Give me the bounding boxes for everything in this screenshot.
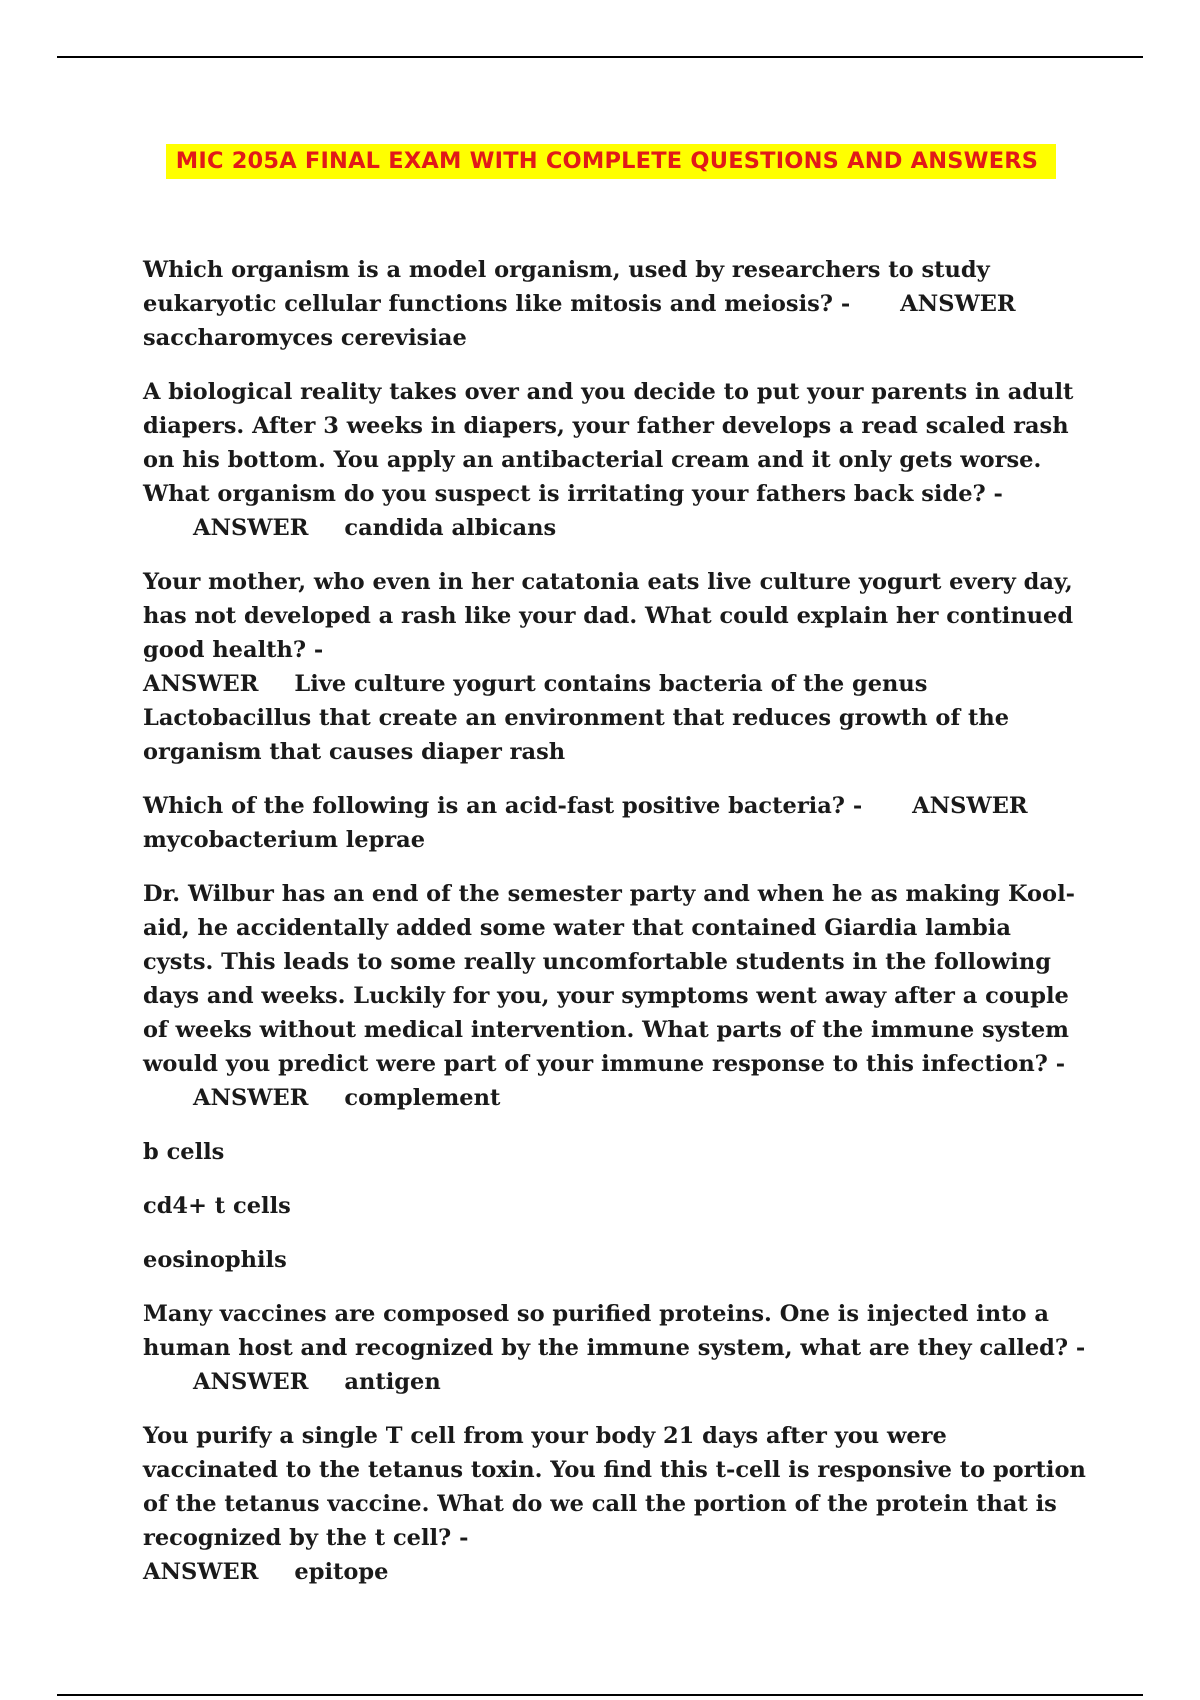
answer-list-line: cd4+ t cells [143, 1193, 291, 1219]
answer-text: antigen [344, 1369, 441, 1395]
qa-content [143, 253, 1088, 1609]
question-text: A biological reality takes over and you decide to put your parents in adult diapers. After 3 weeks in diapers, your father develops a read scaled rash on his bottom. You apply an antibacterial cream and it only gets worse. What organism do you suspect is irritating your fathers back side? - [143, 379, 1074, 507]
question-text: Which organism is a model organism, used by researchers to study eukaryotic cellular functions like mitosis and meiosis? - [143, 257, 990, 317]
answer-list-line: b cells [143, 1139, 225, 1165]
answer-list-line: eosinophils [143, 1247, 287, 1273]
title-container [0, 144, 1200, 179]
answer-label: ANSWER [193, 1369, 309, 1395]
answer-label: ANSWER [193, 515, 309, 541]
answer-label: ANSWER [912, 793, 1028, 819]
top-rule [57, 56, 1143, 58]
qa-item [143, 1297, 1088, 1399]
qa-item [143, 877, 1088, 1115]
answer-label: ANSWER [143, 1559, 259, 1585]
answer-text: epitope [294, 1559, 389, 1585]
answer-text: candida albicans [344, 515, 557, 541]
answer-text: saccharomyces cerevisiae [143, 325, 467, 351]
question-text: You purify a single T cell from your body 21 days after you were vaccinated to the tetanus toxin. You find this t-cell is responsive to portion of the tetanus vaccine. What do we call the portion of the protein that is recognized by the t cell? - [143, 1423, 1086, 1551]
answer-text: complement [344, 1085, 501, 1111]
answer-label: ANSWER [900, 291, 1016, 317]
question-text: Which of the following is an acid-fast positive bacteria? - [143, 793, 863, 819]
answer-text: mycobacterium leprae [143, 827, 426, 853]
answer-label: ANSWER [143, 671, 259, 697]
document-title: MIC 205A FINAL EXAM WITH COMPLETE QUESTIONS AND ANSWERS [166, 144, 1056, 179]
answer-text: Live culture yogurt contains bacteria of the genus Lactobacillus that create an environment that reduces growth of the organism that causes diaper rash [143, 671, 1010, 765]
answer-label: ANSWER [193, 1085, 309, 1111]
qa-item [143, 789, 1088, 857]
qa-item [143, 253, 1088, 355]
qa-item [143, 565, 1088, 769]
question-text: Many vaccines are composed so purified proteins. One is injected into a human host and recognized by the immune system, what are they called? - [143, 1301, 1086, 1361]
question-text: Dr. Wilbur has an end of the semester party and when he as making Kool-aid, he accidentally added some water that contained Giardia lambia cysts. This leads to some really uncomfortable students in the following days and weeks. Luckily for you, your symptoms went away after a couple of weeks without medical intervention. What parts of the immune system would you predict were part of your immune response to this infection? - [143, 881, 1075, 1077]
bottom-rule [57, 1694, 1143, 1696]
qa-item [143, 375, 1088, 545]
question-text: Your mother, who even in her catatonia eats live culture yogurt every day, has not developed a rash like your dad. What could explain her continued good health? - [143, 569, 1074, 663]
qa-item [143, 1419, 1088, 1589]
